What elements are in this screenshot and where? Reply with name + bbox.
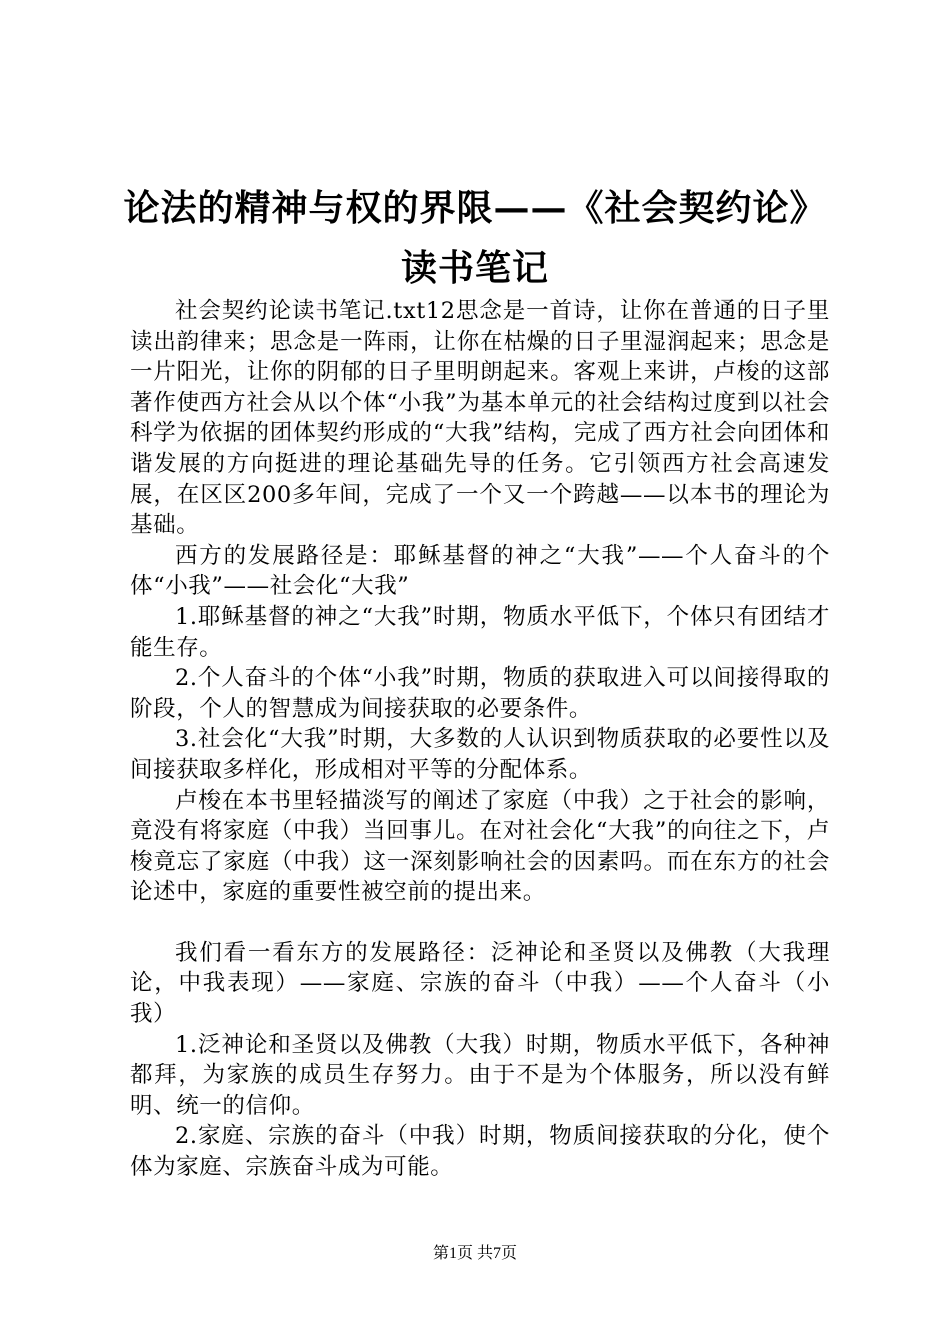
- paragraph-family-role: 卢梭在本书里轻描淡写的阐述了家庭（中我）之于社会的影响，竟没有将家庭（中我）当回事儿。在对社会化“大我”的向往之下，卢梭竟忘了家庭（中我）这一深刻影响社会的因素吗。而在东方的社会论述中，家庭的重要性被空前的提出来。: [130, 787, 830, 906]
- paragraph-intro: 社会契约论读书笔记.txt12思念是一首诗，让你在普通的日子里读出韵律来；思念是一阵雨，让你在枯燥的日子里湿润起来；思念是一片阳光，让你的阴郁的日子里明朗起来。客观上来讲，卢梭的这部著作使西方社会从以个体“小我”为基本单元的社会结构过度到以社会科学为依据的团体契约形成的“大我”结构，完成了西方社会向团体和谐发展的方向挺进的理论基础先导的任务。它引领西方社会高速发展，在区区200多年间，完成了一个又一个跨越——以本书的理论为基础。: [130, 298, 830, 539]
- paragraph-western-path: 西方的发展路径是：耶稣基督的神之“大我”——个人奋斗的个体“小我”——社会化“大我”: [130, 542, 830, 600]
- paragraph-eastern-stage-2: 2.家庭、宗族的奋斗（中我）时期，物质间接获取的分化，使个体为家庭、宗族奋斗成为可能。: [130, 1123, 830, 1181]
- paragraph-eastern-stage-1: 1.泛神论和圣贤以及佛教（大我）时期，物质水平低下，各种神都拜，为家族的成员生存努力。由于不是为个体服务，所以没有鲜明、统一的信仰。: [130, 1031, 830, 1119]
- paragraph-eastern-path: 我们看一看东方的发展路径：泛神论和圣贤以及佛教（大我理论，中我表现）——家庭、宗族的奋斗（中我）——个人奋斗（小我）: [130, 939, 830, 1028]
- document-body: [130, 296, 830, 1183]
- paragraph-western-stage-3: 3.社会化“大我”时期，大多数的人认识到物质获取的必要性以及间接获取多样化，形成相对平等的分配体系。: [130, 726, 830, 783]
- page-number-footer: 第1页 共7页: [432, 1245, 517, 1262]
- document-title: 论法的精神与权的界限——《社会契约论》读书笔记: [123, 187, 827, 289]
- paragraph-western-stage-2: 2.个人奋斗的个体“小我”时期，物质的获取进入可以间接得取的阶段，个人的智慧成为间接获取的必要条件。: [130, 665, 830, 722]
- paragraph-western-stage-1: 1.耶稣基督的神之“大我”时期，物质水平低下，个体只有团结才能生存。: [130, 603, 830, 661]
